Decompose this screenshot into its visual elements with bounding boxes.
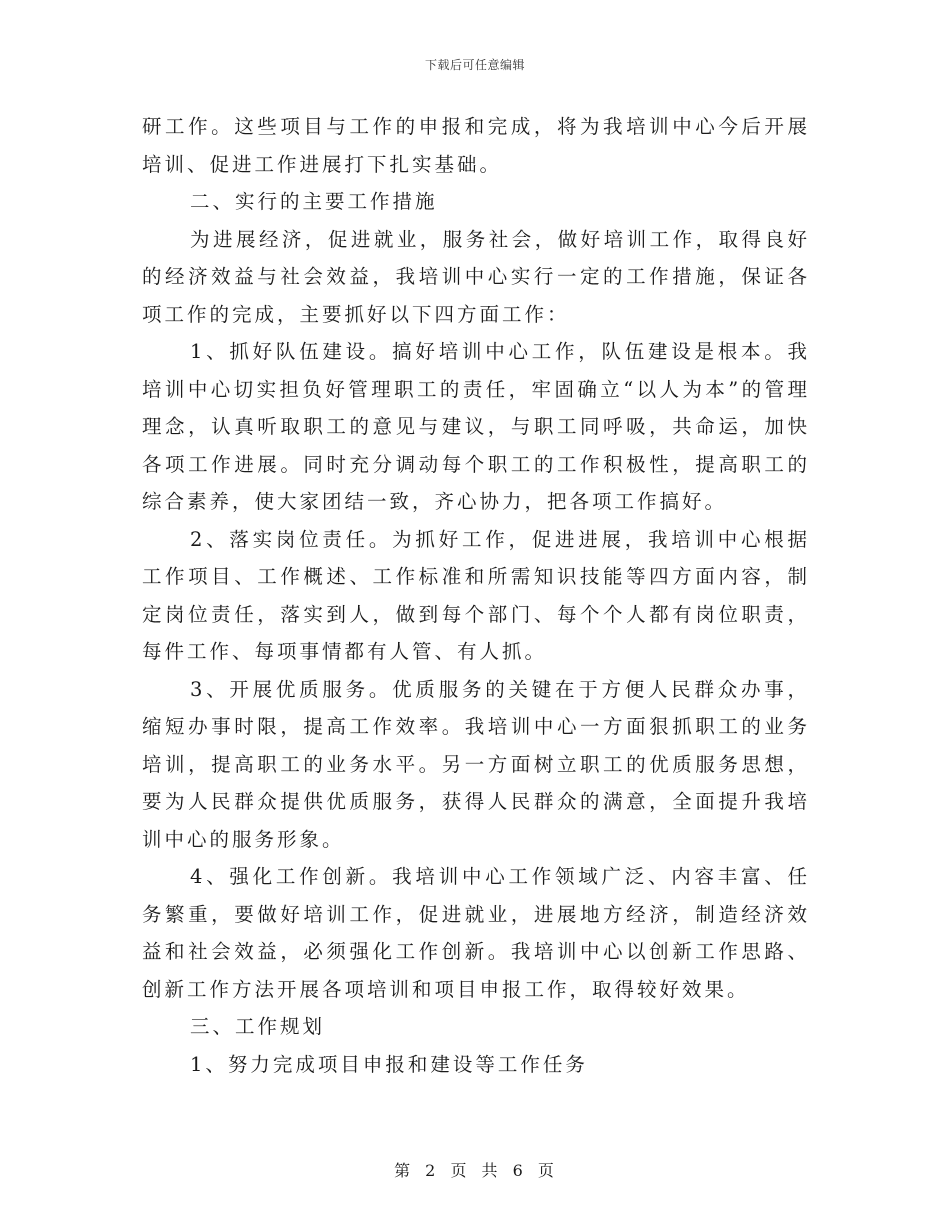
section-heading-planning: 三、工作规划 — [190, 1015, 326, 1038]
section-heading-measures: 二、实行的主要工作措施 — [190, 190, 438, 213]
paragraph-team-building: 1、抓好队伍建设。搞好培训中心工作，队伍建设是根本。我培训中心切实担负好管理职工的责任，牢固确立“以人为本”的管理理念，认真听取职工的意见与建议，与职工同呼吸，共命运，加快各项工作进展。同时充分调动每个职工的工作积极性，提高职工的综合素养，使大家团结一致，齐心协力，把各项工作搞好。 — [142, 340, 810, 513]
header-note: 下载后可任意编辑 — [424, 58, 525, 72]
paragraph-quality-service: 3、开展优质服务。优质服务的关键在于方便人民群众办事，缩短办事时限，提高工作效率。我培训中心一方面狠抓职工的业务培训，提高职工的业务水平。另一方面树立职工的优质服务思想，要为人民群众提供优质服务，获得人民群众的满意，全面提升我培训中心的服务形象。 — [142, 677, 810, 851]
paragraph-work-innovation: 4、强化工作创新。我培训中心工作领域广泛、内容丰富、任务繁重，要做好培训工作，促进就业，进展地方经济，制造经济效益和社会效益，必须强化工作创新。我培训中心以创新工作思路、创新工作方法开展各项培训和项目申报工作，取得较好效果。 — [142, 865, 810, 1001]
page-number: 第 2 页 共 6 页 — [394, 1161, 556, 1180]
paragraph-planning-item-1: 1、努力完成项目申报和建设等工作任务 — [190, 1052, 588, 1076]
paragraph-post-responsibility: 2、落实岗位责任。为抓好工作，促进进展，我培训中心根据工作项目、工作概述、工作标准和所需知识技能等四方面内容，制定岗位责任，落实到人，做到每个部门、每个个人都有岗位职责，每件工作、每项事情都有人管、有人抓。 — [142, 527, 810, 663]
paragraph-continuation: 研工作。这些项目与工作的申报和完成，将为我培训中心今后开展培训、促进工作进展打下扎实基础。 — [142, 115, 810, 176]
paragraph-measures-intro: 为进展经济，促进就业，服务社会，做好培训工作，取得良好的经济效益与社会效益，我培训中心实行一定的工作措施，保证各项工作的完成，主要抓好以下四方面工作： — [142, 227, 810, 326]
document-body — [142, 108, 810, 1083]
